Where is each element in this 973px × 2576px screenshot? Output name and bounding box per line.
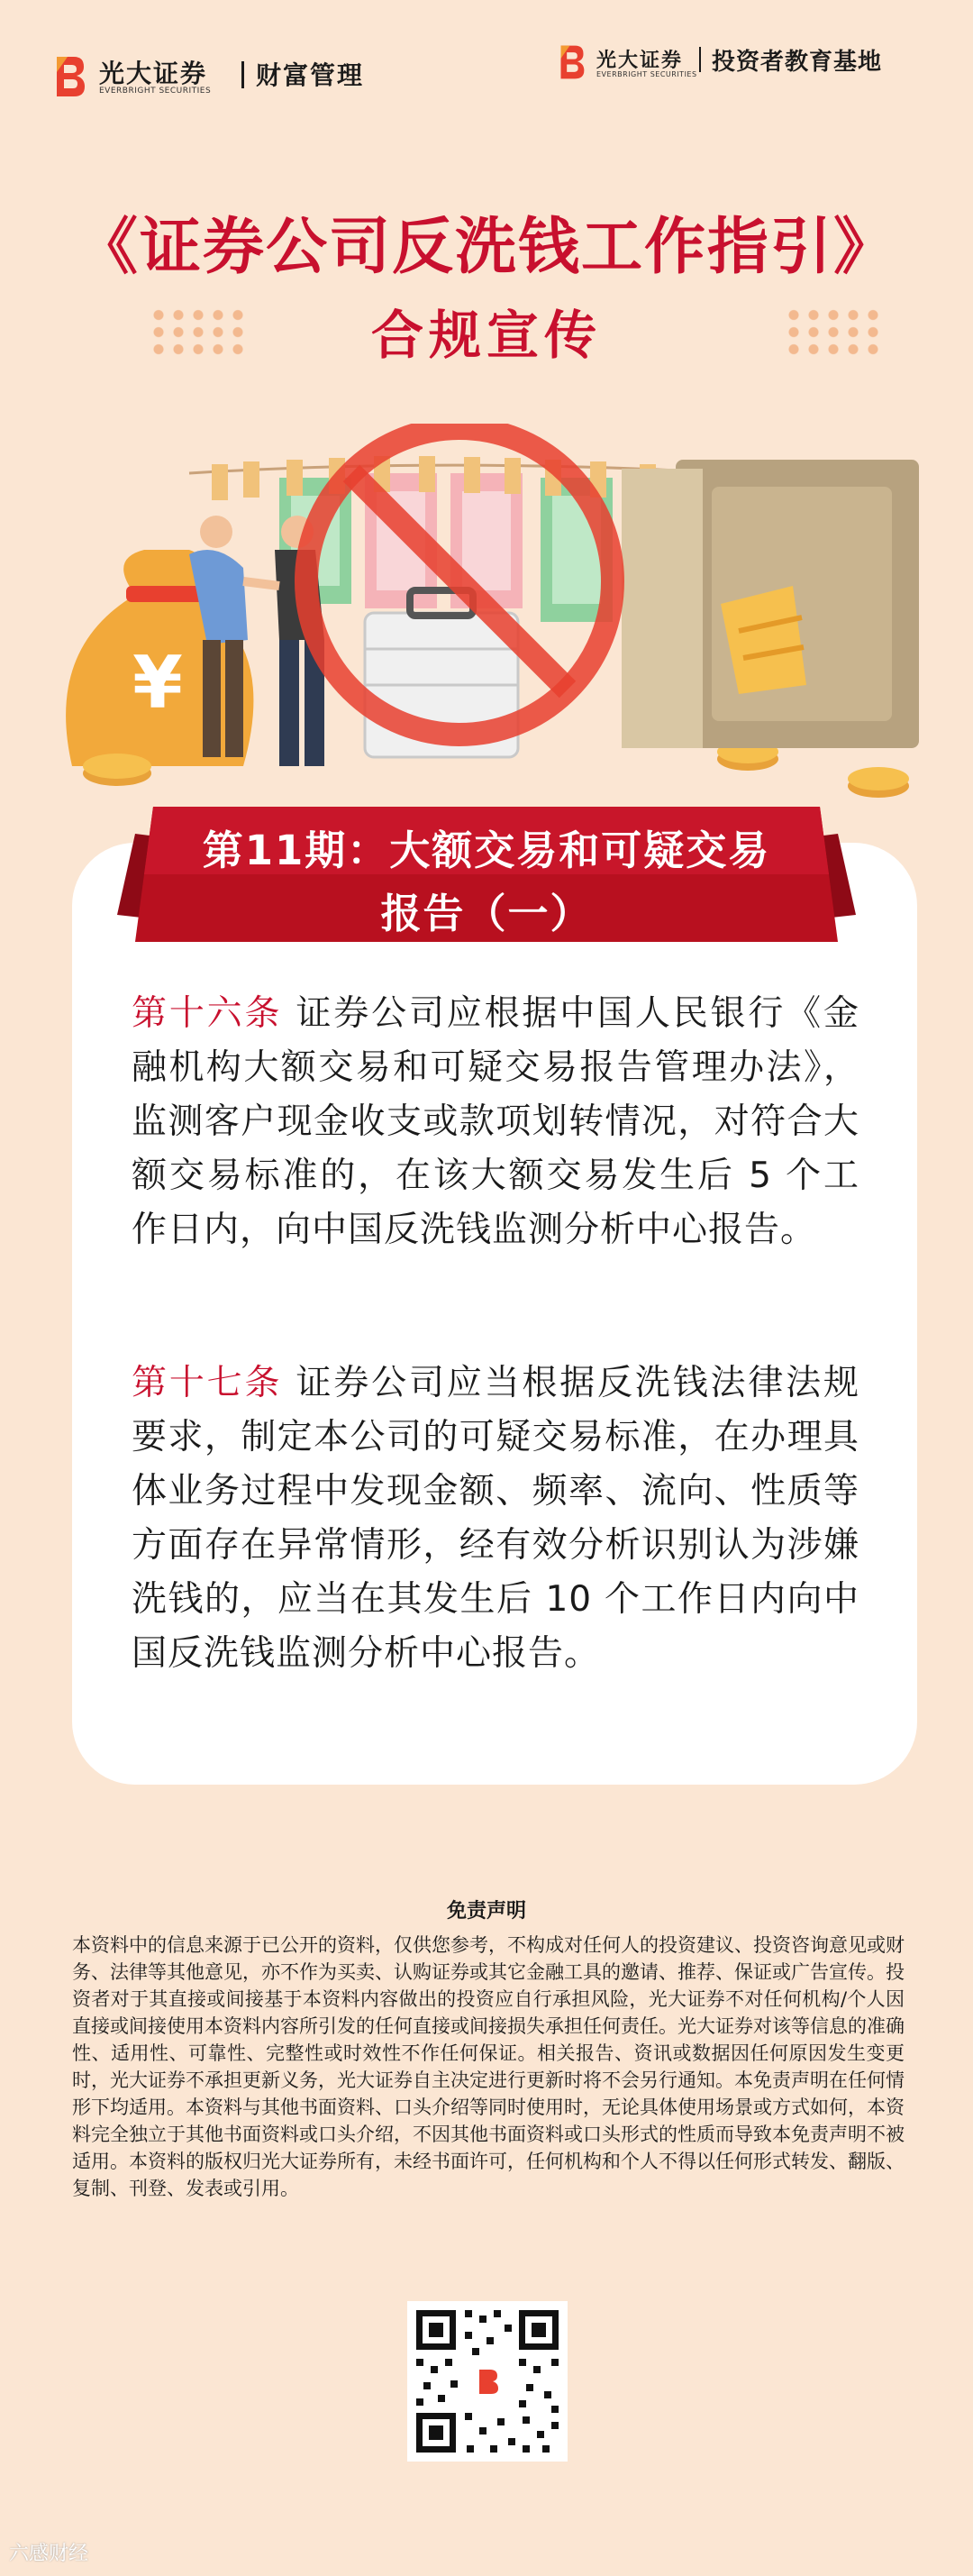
article-16 (132, 987, 859, 1257)
brand-name: 光大证券 (596, 50, 684, 72)
article-17 (132, 1357, 859, 1681)
qr-code (407, 2301, 568, 2462)
anti-money-laundering-illustration (54, 424, 919, 820)
article-text: 证券公司应根据中国人民银行《金融机构大额交易和可疑交易报告管理办法》，监测客户现金收支或款项划转情况，对符合大额交易标准的，在该大额交易发生后 5 个工作日内，向中国反洗钱监测分析中心报告。 (132, 993, 859, 1250)
brand-english: EVERBRIGHT SECURITIES (596, 70, 697, 78)
article-label: 第十七条 (132, 1363, 283, 1403)
article-label: 第十六条 (132, 993, 283, 1034)
decorative-dots-left (149, 306, 248, 357)
disclaimer-text: 本资料中的信息来源于已公开的资料，仅供您参考，不构成对任何人的投资建议、投资咨询意见或财务、法律等其他意见，亦不作为买卖、认购证券或其它金融工具的邀请、推荐、保证或广告宣传。投资者对于其直接或间接基于本资料内容做出的投资应自行承担风险，光大证券不对任何机构/个人因直接或间接使用本资料内容所引发的任何直接或间接损失承担任何责任。光大证券对该等信息的准确性、适用性、可靠性、完整性或时效性不作任何保证。相关报告、资讯或数据因任何原因发生变更时，光大证券不承担更新义务，光大证券自主决定进行更新时将不会另行通知。本免责声明在任何情形下均适用。本资料与其他书面资料、口头介绍等同时使用时，无论具体使用场景或方式如何，本资料完全独立于其他书面资料或口头介绍，不因其他书面资料或口头形式的性质而导致本免责声明不被适用。本资料的版权归光大证券所有，未经书面许可，任何机构和个人不得以任何形式转发、翻版、复制、刊登、发表或引用。 (72, 1934, 905, 2199)
content-card (72, 843, 917, 1785)
header-divider (699, 47, 701, 72)
brand-name: 光大证券 (99, 59, 208, 88)
header-left-brand (54, 52, 378, 103)
everbright-logo-icon (54, 54, 86, 99)
issue-title-line2: 报告（一） (380, 890, 593, 937)
safe-with-gold (622, 460, 919, 748)
decorative-dots-right (784, 306, 883, 357)
page-title: 《证券公司反洗钱工作指引》 (76, 212, 896, 283)
brand-tagline: 投资者教育基地 (712, 49, 883, 76)
everbright-logo-icon (559, 43, 586, 81)
brand-tagline: 财富管理 (256, 60, 365, 90)
page-subtitle: 合规宣传 (370, 305, 602, 366)
disclaimer-title: 免责声明 (446, 1900, 526, 1923)
yuan-symbol: ¥ (132, 641, 183, 725)
brand-english: EVERBRIGHT SECURITIES (99, 87, 212, 96)
header-right-brand (559, 43, 937, 88)
issue-title-line1: 第11期：大额交易和可疑交易 (202, 827, 771, 874)
qr-code-icon (407, 2301, 568, 2462)
watermark: 六感财经 (9, 2543, 89, 2565)
header-divider (241, 61, 244, 88)
article-text: 证券公司应当根据反洗钱法律法规要求，制定本公司的可疑交易标准，在办理具体业务过程中发现金额、频率、流向、性质等方面存在异常情形，经有效分析识别认为涉嫌洗钱的，应当在其发生后 10 个工作日内向中国反洗钱监测分析中心报告。 (132, 1363, 859, 1674)
